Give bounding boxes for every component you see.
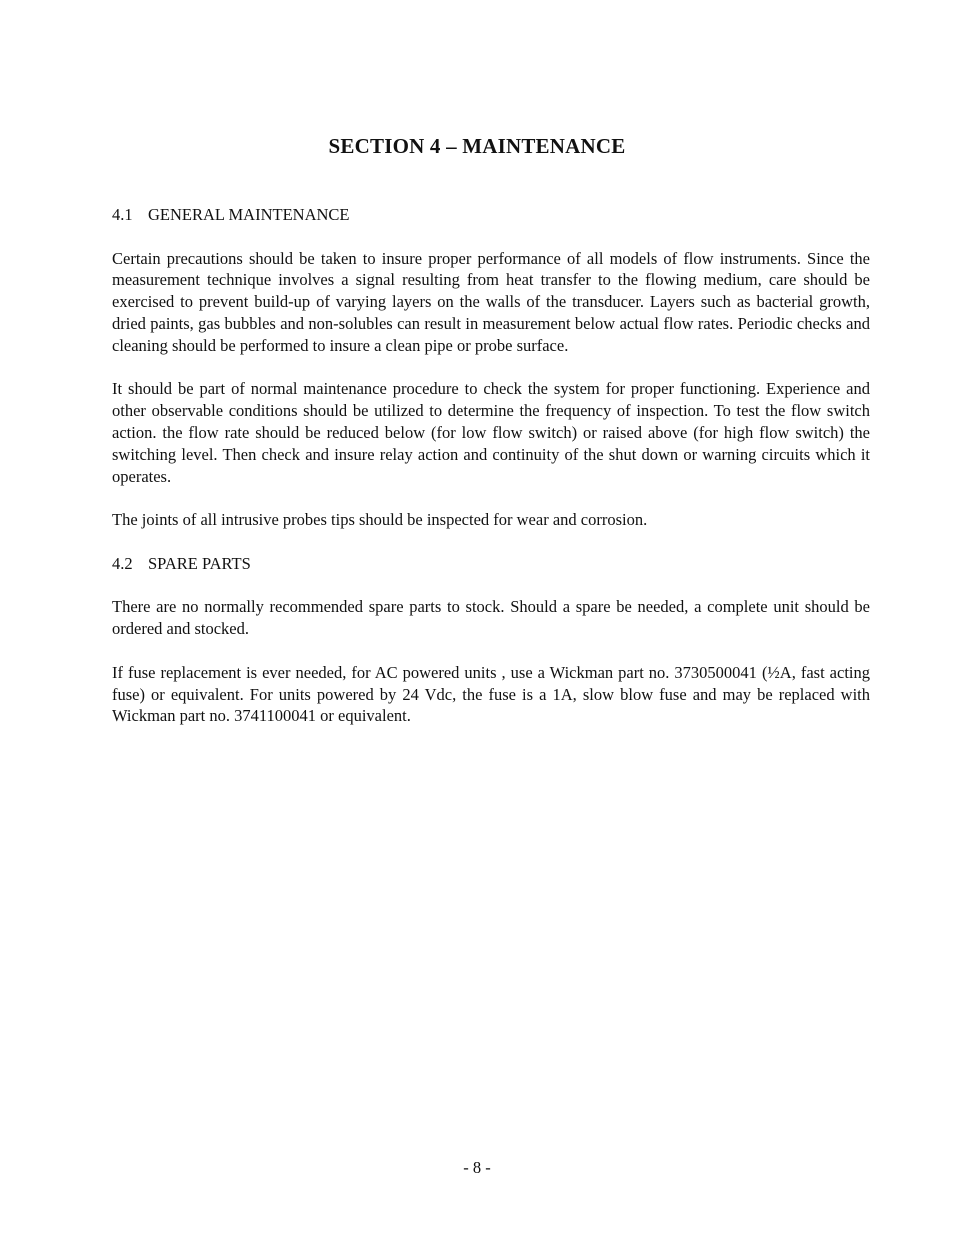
- page-title: SECTION 4 – MAINTENANCE: [328, 134, 626, 158]
- paragraph-spare-parts: There are no normally recommended spare parts to stock. Should a spare be needed, a complete unit should be ordered and stocked.: [112, 597, 870, 639]
- section-heading-general-maintenance: [112, 204, 870, 226]
- section-heading-text: GENERAL MAINTENANCE: [148, 205, 350, 224]
- paragraph-probe-joints: The joints of all intrusive probes tips should be inspected for wear and corrosion.: [112, 510, 648, 530]
- paragraph-fuse-replacement: If fuse replacement is ever needed, for AC powered units , use a Wickman part no. 3730500041 (½A, fast acting fuse) or equivalent. For units powered by 24 Vdc, the fuse is a 1A, slow blow fuse and may be replaced with Wickman part no. 3741100041 or equivalent.: [112, 662, 870, 726]
- paragraph-normal-maintenance: It should be part of normal maintenance procedure to check the system for proper functioning. Experience and other observable conditions should be utilized to determine the frequency of inspection. To test the flow switch action. the flow rate should be reduced below (for low flow switch) or raised above (for high flow switch) the switching level. Then check and insure relay action and continuity of the shut down or warning circuits which it operates.: [112, 379, 870, 486]
- section-number: 4.1: [112, 205, 133, 224]
- section-number: 4.2: [112, 553, 133, 573]
- section-heading-spare-parts: [112, 553, 870, 575]
- paragraph-precautions: Certain precautions should be taken to insure proper performance of all models of flow instruments. Since the measurement technique involves a signal resulting from heat transfer to the flowing medium, care should be exercised to prevent build-up of varying layers on the walls of the transducer. Layers such as bacterial growth, dried paints, gas bubbles and non-solubles can result in measurement below actual flow rates. Periodic checks and cleaning should be performed to insure a clean pipe or probe surface.: [112, 248, 870, 355]
- page-number: - 8 -: [463, 1158, 491, 1177]
- page-body: [112, 204, 870, 749]
- section-heading-text: SPARE PARTS: [148, 553, 251, 573]
